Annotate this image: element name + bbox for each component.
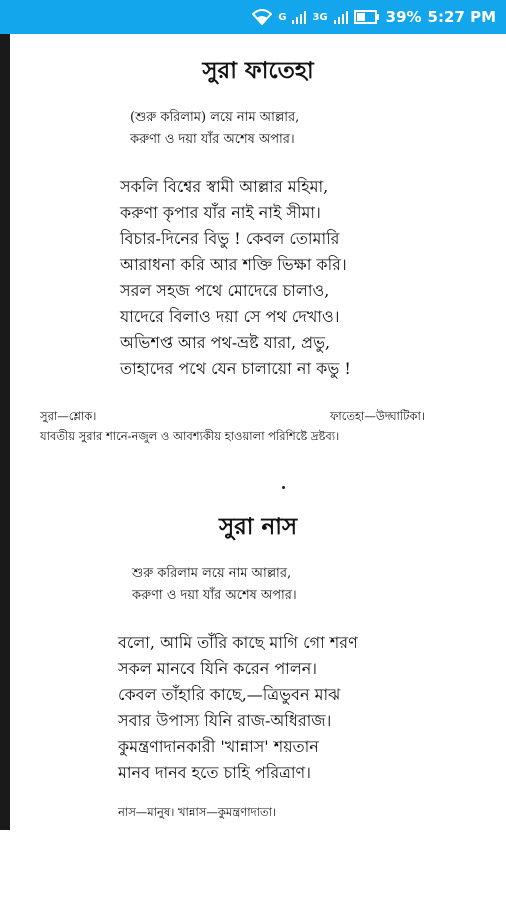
wifi-icon [252,9,272,25]
network-type-a: G [278,11,287,23]
verse-line: কুমন্ত্রণাদানকারী 'খান্নাস' শয়তান [118,737,319,756]
verse-line: আরাধনা করি আর শক্তি ভিক্ষা করি। [120,255,347,274]
verse-line: বিচার-দিনের বিভু ! কেবল তোমারি [120,229,340,248]
battery-percent: 39% [385,8,422,26]
verse-line: মানব দানব হতে চাহি পরিত্রাণ। [118,763,311,782]
intro-line: করুণা ও দয়া যাঁর অশেষ অপার। [132,588,297,603]
footnote: নাস—মানুষ। খান্নাস—কুমন্ত্রণাদাতা। [118,805,277,819]
battery-icon [354,10,380,24]
note-right: ফাতেহা—উদ্ঘাটিকা। [330,409,425,423]
verse-line: বলো, আমি তাঁরি কাছে মাগি গো শরণ [118,633,358,652]
book-page[interactable] [10,34,506,830]
status-bar [0,0,506,34]
verse-line: সকল মানবে যিনি করেন পালন। [118,659,318,678]
intro-line: (শুরু করিলাম) লয়ে নাম আল্লার, [130,110,300,125]
blank-area [0,830,506,900]
verse-line: তাহাদের পথে যেন চালায়ো না কভু ! [120,359,351,378]
intro-line: শুরু করিলাম লয়ে নাম আল্লার, [132,566,292,581]
intro-line: করুণা ও দয়া যাঁর অশেষ অপার। [130,132,295,147]
verse-line: সকলি বিশ্বের স্বামী আল্লার মহিমা, [120,177,329,196]
verse-line: করুণা কৃপার যাঁর নাই নাই সীমা। [120,203,321,222]
status-icons [252,0,496,34]
signal-icon-2 [334,10,348,24]
note-left: সুরা—শ্লোক। [40,409,97,423]
signal-icon [292,10,306,24]
verse-line: সবার উপাস্য যিনি রাজ-অধিরাজ। [118,711,332,730]
sura-title: সুরা ফাতেহা [202,57,314,84]
verse-line: কেবল তাঁহারি কাছে,—ত্রিভুবন মাঝ [118,685,341,704]
speck [282,486,285,489]
verse-line: অভিশপ্ত আর পথ-ভ্রষ্ট যারা, প্রভু, [120,333,331,352]
sura-title: সুরা নাস [218,513,298,540]
clock: 5:27 PM [427,8,496,26]
footnote: যাবতীয় সুরার শানে-নজুল ও আবশ্যকীয় হাওয়ালা পরিশিষ্টে দ্রষ্টব্য। [40,429,340,443]
verse-line: যাদেরে বিলাও দয়া সে পথ দেখাও। [120,307,340,326]
verse-line: সরল সহজ পথে মোদেরে চালাও, [120,281,330,300]
scroll-edge [0,34,10,830]
network-type-b: 3G [312,11,328,23]
